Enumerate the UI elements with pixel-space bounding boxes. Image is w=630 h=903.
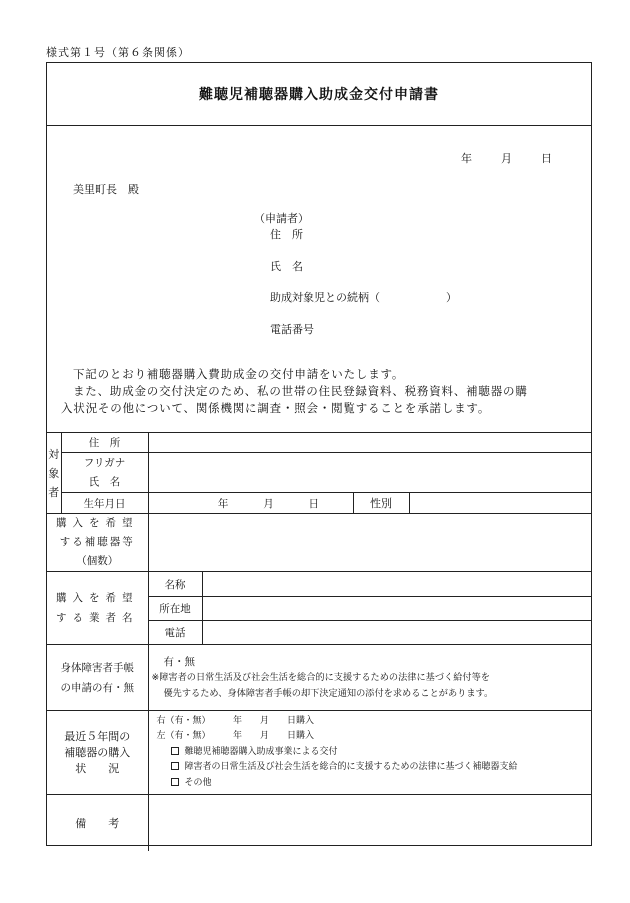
handbook-value[interactable]: 有・無: [163, 655, 195, 668]
checkbox-icon[interactable]: [171, 747, 179, 755]
declaration-line-1: 下記のとおり補聴器購入費助成金の交付申請をいたします。: [73, 367, 405, 381]
addressee: 美里町長 殿: [73, 183, 139, 196]
sex-field[interactable]: [409, 493, 591, 514]
subject-address-row: [47, 433, 591, 453]
document-title: 難聴児補聴器購入助成金交付申請書: [199, 87, 439, 103]
form-number: 様式第１号（第６条関係）: [46, 46, 190, 59]
birth-date-field[interactable]: [148, 493, 353, 514]
history-label: 最近５年間の 補聴器の購入 状 況: [47, 711, 148, 795]
subject-name-label: [61, 453, 148, 493]
vendor-name-row: [47, 572, 591, 597]
applicant-address-label: 住 所: [270, 228, 303, 241]
application-form: [46, 62, 592, 846]
history-option-3[interactable]: その他: [157, 776, 588, 792]
handbook-label: 身体障害者手帳 の申請の有・無: [47, 645, 148, 711]
birth-year-label: 年: [217, 497, 229, 510]
remarks-label: 備 考: [47, 795, 148, 851]
handbook-field[interactable]: [148, 645, 591, 711]
applicant-relation-label: 助成対象児との続柄（ ）: [270, 291, 457, 304]
device-label: 購入を希望 する補聴器等 （個数）: [47, 514, 148, 572]
date-fields[interactable]: [461, 150, 581, 166]
handbook-note-1: ※障害者の日常生活及び社会生活を総合的に支援するための法律に基づく給付等を: [151, 671, 490, 683]
device-row: [47, 514, 591, 572]
subject-name-row: [47, 453, 591, 493]
history-row: [47, 711, 591, 795]
remarks-row: [47, 795, 591, 851]
birth-month-label: 月: [263, 497, 274, 510]
birth-date-label: 生年月日: [61, 493, 148, 514]
subject-label: 対 象 者: [47, 433, 61, 514]
subject-birth-row: [47, 493, 591, 514]
device-field[interactable]: [148, 514, 591, 572]
declaration-line-3: 入状況その他について、関係機関に調査・照会・閲覧することを承諾します。: [61, 401, 491, 415]
handbook-row: [47, 645, 591, 711]
checkbox-icon[interactable]: [171, 778, 179, 786]
date-year-label: 年: [461, 152, 472, 165]
title-area: [47, 63, 591, 126]
subject-name-field[interactable]: [148, 453, 591, 493]
history-option-1[interactable]: 難聴児補聴器購入助成事業による交付: [157, 745, 588, 761]
handbook-note-2: 優先するため、身体障害者手帳の却下決定通知の添付を求めることがあります。: [163, 687, 494, 699]
vendor-name-field[interactable]: [202, 572, 591, 597]
applicant-name-label: 氏 名: [270, 260, 303, 273]
vendor-phone-label: 電話: [148, 621, 202, 645]
vendor-label: 購入を希望 する業者名: [47, 572, 148, 645]
date-month-label: 月: [501, 152, 512, 165]
application-table: [47, 432, 591, 851]
birth-day-label: 日: [308, 497, 320, 510]
checkbox-icon[interactable]: [171, 762, 179, 770]
history-right-ear[interactable]: 右（有・無） 年 月 日購入: [156, 715, 315, 726]
declaration-line-2: また、助成金の交付決定のため、私の世帯の住民登録資料、税務資料、補聴器の購: [73, 384, 528, 398]
subject-address-label: 住 所: [61, 433, 148, 453]
furigana-label: フリガナ: [83, 456, 126, 469]
history-left-ear[interactable]: 左（有・無） 年 月 日購入: [156, 731, 315, 742]
remarks-field[interactable]: [148, 795, 591, 851]
vendor-location-label: 所在地: [148, 597, 202, 621]
subject-address-field[interactable]: [148, 433, 591, 453]
vendor-phone-field[interactable]: [202, 621, 591, 645]
history-option-2[interactable]: 障害者の日常生活及び社会生活を総合的に支援するための法律に基づく補聴器支給: [157, 760, 588, 776]
history-field[interactable]: [148, 711, 591, 795]
date-day-label: 日: [541, 152, 552, 165]
applicant-label: （申請者）: [254, 212, 309, 225]
sex-label: 性別: [353, 493, 409, 514]
applicant-phone-label: 電話番号: [270, 323, 314, 336]
name-label: 氏 名: [88, 475, 121, 488]
vendor-name-label: 名称: [148, 572, 202, 597]
vendor-location-field[interactable]: [202, 597, 591, 621]
